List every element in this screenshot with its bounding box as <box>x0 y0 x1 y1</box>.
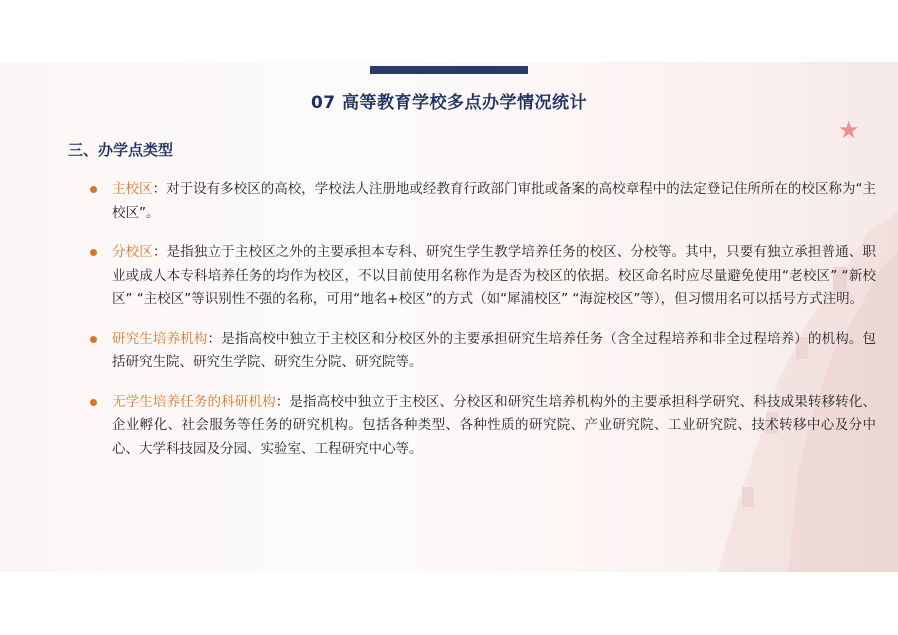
term-label: 研究生培养机构 <box>112 330 208 347</box>
term-description: 对于设有多校区的高校，学校法人注册地或经教育行政部门审批或备案的高校章程中的法定登记住所所在的校区称为“主校区”。 <box>112 181 877 221</box>
term-description: 是指独立于主校区之外的主要承担本专科、研究生学生教学培养任务的校区、分校等。其中，只要有独立承担普通、职业或成人本专科培养任务的均作为校区，不以目前使用名称作为是否为校区的依据。校区命名时应尽量避免使用“老校区” “新校区” “主校区”等识别性不强的名称，可用“地名+校区”的方式（如“犀浦校区” “海淀校区”等），但习惯用名可以括号方式注明。 <box>112 244 877 307</box>
type-list <box>90 178 876 477</box>
term-label: 主校区 <box>112 181 153 197</box>
term-colon: ： <box>152 181 167 197</box>
term-colon: ： <box>207 330 222 347</box>
section-heading: 三、办学点类型 <box>68 141 174 159</box>
star-icon: ★ <box>838 116 860 144</box>
list-item-branch-campus <box>90 241 876 312</box>
term-description: 是指高校中独立于主校区和分校区外的主要承担研究生培养任务（含全过程培养和非全过程培养）的机构。包括研究生院、研究生学院、研究生分院、研究院等。 <box>112 330 877 370</box>
bullet-icon <box>90 249 97 256</box>
bullet-icon <box>90 336 97 343</box>
term-label: 分校区 <box>112 244 153 260</box>
list-item-main-campus <box>90 178 876 225</box>
bullet-icon <box>90 186 97 193</box>
term-label: 无学生培养任务的科研机构 <box>112 393 276 410</box>
list-item-graduate-institution <box>90 328 876 375</box>
term-description: 是指高校中独立于主校区、分校区和研究生培养机构外的主要承担科学研究、科技成果转移转化、企业孵化、社会服务等任务的研究机构。包括各种类型、各种性质的研究院、产业研究院、工业研究院、技术转移中心及分中心、大学科技园及分园、实验室、工程研究中心等。 <box>112 393 877 457</box>
term-colon: ： <box>275 393 290 410</box>
list-item-research-institution <box>90 391 876 462</box>
bullet-icon <box>90 399 97 406</box>
page-title: 07 高等教育学校多点办学情况统计 <box>310 93 588 113</box>
term-colon: ： <box>152 244 167 260</box>
title-accent-bar <box>370 66 528 74</box>
